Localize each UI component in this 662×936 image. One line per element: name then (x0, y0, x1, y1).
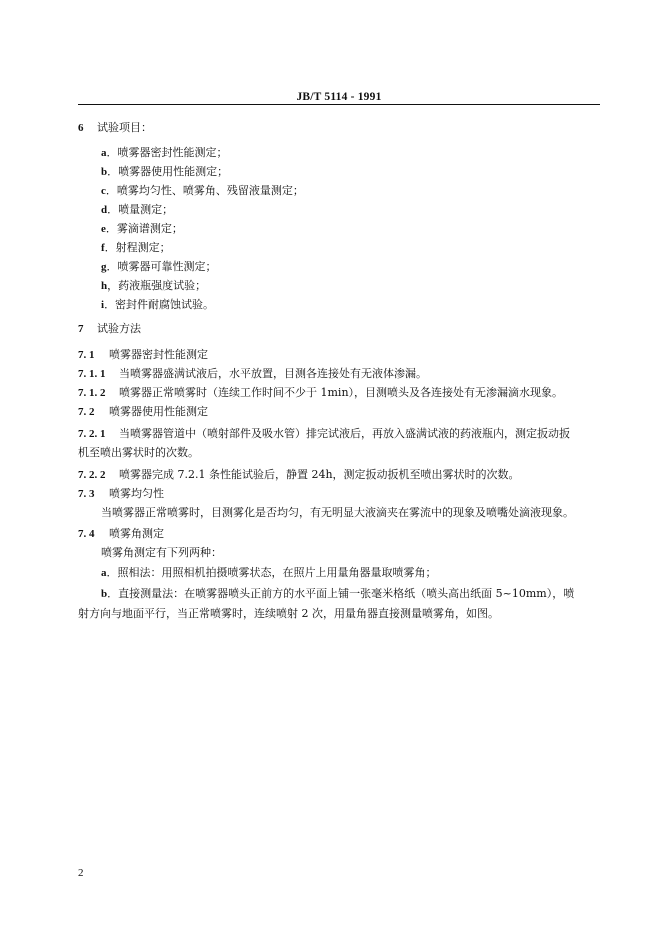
section-number: 7 (78, 323, 84, 335)
section-title: 试验项目： (97, 121, 152, 134)
clause-7-1-2: 7. 1. 2 喷雾器正常喷雾时（连续工作时间不少于 1min），目测喷头及各连接处有无渗漏滴水现象。 (78, 386, 564, 399)
standard-number-header: JB/T 5114 - 1991 (296, 91, 382, 103)
clause-7-2-heading: 7. 2 喷雾器使用性能测定 (78, 405, 208, 418)
clause-7-4-method-b: b．直接测量法：在喷雾器喷头正前方的水平面上铺一张毫米格纸（喷头高出纸面 5~10mm），喷 (101, 587, 575, 600)
list-item: f．射程测定； (101, 241, 171, 254)
list-item: d．喷量测定； (101, 203, 174, 216)
list-item: e．雾滴谱测定； (101, 222, 183, 235)
list-item: i．密封件耐腐蚀试验。 (101, 298, 215, 311)
section-6-heading (78, 121, 152, 135)
clause-7-2-2: 7. 2. 2 喷雾器完成 7.2.1 条性能试验后，静置 24h，测定扳动扳机至喷出雾状时的次数。 (78, 468, 520, 481)
list-item: b．喷雾器使用性能测定； (101, 165, 229, 178)
clause-7-2-1: 7. 2. 1 当喷雾器管道中（喷射部件及吸水管）排完试液后，再放入盛满试液的药液瓶内，测定扳动扳 (78, 427, 570, 440)
section-7-heading (78, 322, 141, 336)
clause-7-4-method-a: a．照相法：用照相机拍摄喷雾状态，在照片上用量角器量取喷雾角； (101, 566, 437, 579)
clause-7-1-1: 7. 1. 1 当喷雾器盛满试液后，水平放置，目测各连接处有无液体渗漏。 (78, 367, 427, 380)
list-item: a．喷雾器密封性能测定； (101, 146, 228, 159)
clause-7-4-method-b-continued: 射方向与地面平行，当正常喷雾时，连续喷射 2 次，用量角器直接测量喷雾角，如图。 (78, 607, 499, 620)
list-item: g．喷雾器可靠性测定； (101, 260, 217, 273)
clause-7-3-heading: 7. 3 喷雾均匀性 (78, 487, 164, 500)
clause-7-4-intro: 喷雾角测定有下列两种： (101, 546, 222, 559)
section-title: 试验方法 (97, 322, 141, 335)
clause-7-2-1-continued: 机至喷出雾状时的次数。 (78, 446, 199, 459)
list-item: c．喷雾均匀性、喷雾角、残留液量测定； (101, 184, 304, 197)
header-rule (78, 104, 600, 105)
page-number: 2 (78, 867, 84, 879)
clause-7-3-text: 当喷雾器正常喷雾时，目测雾化是否均匀，有无明显大液滴夹在雾流中的现象及喷嘴处滴液现象。 (101, 506, 574, 519)
clause-7-4-heading: 7. 4 喷雾角测定 (78, 527, 164, 540)
section-number: 6 (78, 122, 84, 134)
clause-7-1-heading: 7. 1 喷雾器密封性能测定 (78, 348, 208, 361)
list-item: h，药液瓶强度试验； (101, 279, 207, 292)
